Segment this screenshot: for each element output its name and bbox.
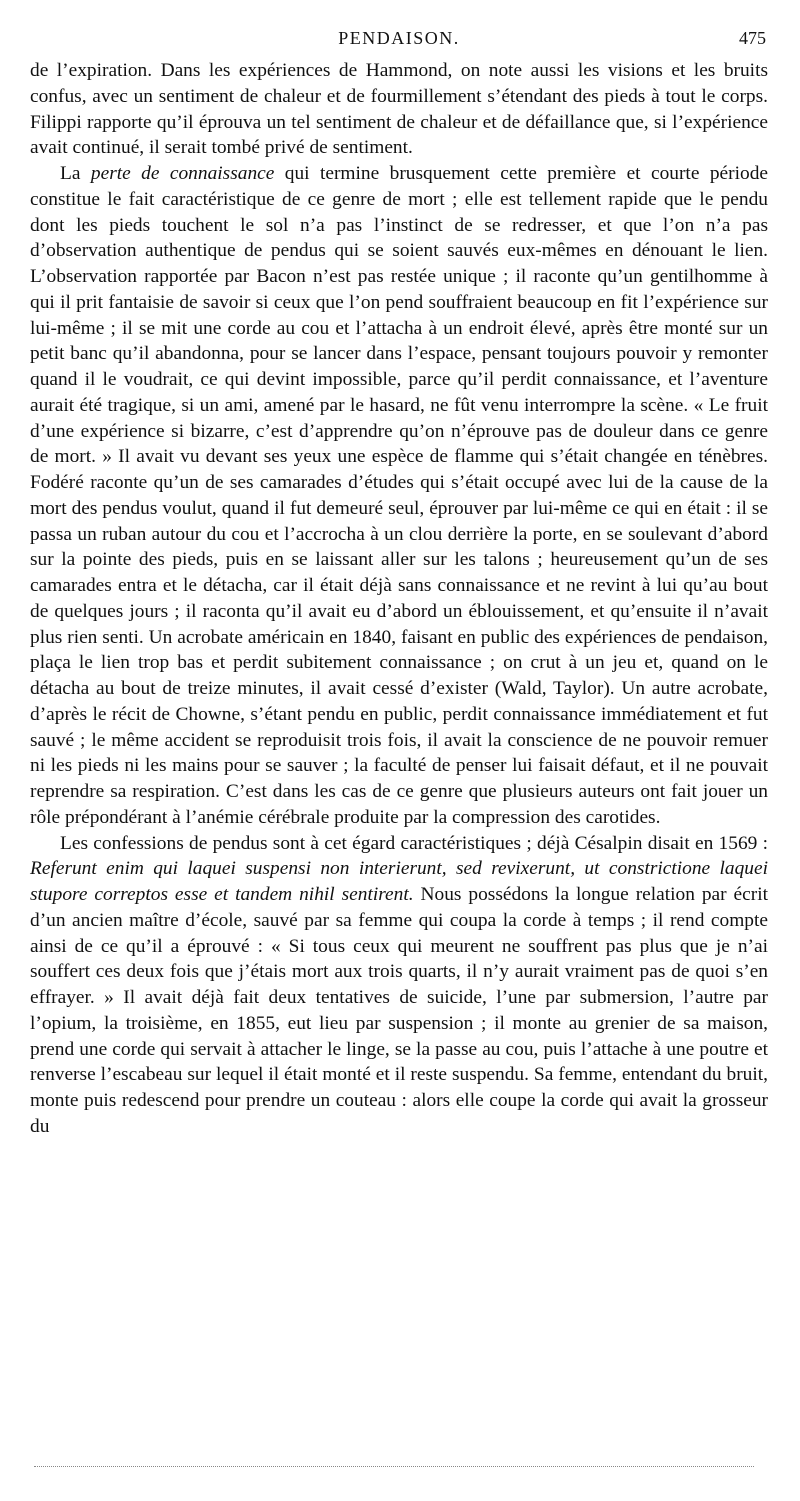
paragraph-2-text-a: La: [60, 163, 91, 184]
paragraph-3-text-b: Nous possédons la longue relation par écrit d’un ancien maître d’école, sauvé par sa femme qui coupa la corde à temps ; il rend compte ainsi de ce qu’il a éprouvé : « Si tous ceux qui meurent ne souffrent pas plus que je n’ai souffert ces deux fois que j’étais mort aux trois quarts, il n’y aurait vraiment pas de quoi s’en effrayer. » Il avait déjà fait deux tentatives de suicide, l’une par submersion, l’autre par l’opium, la troisième, en 1855, eut lieu par suspension ; il monte au grenier de sa maison, prend une corde qui servait à attacher le linge, se la passe au cou, puis l’attache à une poutre et renverse l’escabeau sur lequel il était monté et il reste suspendu. Sa femme, entendant du bruit, monte puis redescend pour prendre un couteau : alors elle coupe la corde qui avait la grosseur du: [30, 884, 768, 1137]
running-title: PENDAISON.: [338, 28, 460, 48]
paragraph-1-text: de l’expiration. Dans les expériences de Hammond, on note aussi les visions et les bruits confus, avec un sentiment de chaleur et de fourmillement s’étendant des pieds à tout le corps. Filippi rapporte qu’il éprouva un tel sentiment de chaleur et de défaillance que, si l’expérience avait continué, il serait tombé privé de sentiment.: [30, 60, 768, 159]
paragraph-2-italic: perte de connaissance: [90, 163, 275, 184]
running-head: [30, 0, 768, 48]
footer-dotted-rule: [34, 1466, 754, 1467]
page-number: 475: [739, 28, 766, 48]
paragraph-3-latin-quote: Referunt enim qui laquei suspensi non interierunt, sed revixerunt, ut constrictione laquei stupore correptos esse et tandem nihil sentirent.: [30, 858, 768, 905]
body-text: [30, 58, 768, 1140]
paragraph-3-text-a: Les confessions de pendus sont à cet égard caractéristiques ; déjà Césalpin disait en 1569 :: [60, 832, 768, 854]
paragraph-2: [30, 161, 768, 831]
paragraph-3: [30, 831, 768, 1140]
paragraph-2-text-b: qui termine brusquement cette première et courte période constitue le fait caractéristique de ce genre de mort ; elle est tellement rapide que le pendu dont les pieds touchent le sol n’a pas l’instinct de se redresser, et que l’on n’a pas d’observation authentique de pendus qui se soient sauvés eux-mêmes en dénouant le lien. L’observation rapportée par Bacon n’est pas restée unique ; il raconte qu’un gentilhomme à qui il prit fantaisie de savoir si ceux que l’on pend souffraient beaucoup en fit l’expérience sur lui-même ; il se mit une corde au cou et l’attacha à un endroit élevé, après être monté sur un petit banc qu’il abandonna, pour se lancer dans l’espace, pensant toujours pouvoir y remonter quand il le voudrait, ce qui devint impossible, parce qu’il perdit connaissance, et l’aventure aurait été tragique, si un ami, amené par le hasard, ne fût venu interrompre la scène. « Le fruit d’une expérience si bizarre, c’est d’apprendre qu’on n’éprouve pas de douleur dans ce genre de mort. » Il avait vu devant ses yeux une espèce de flamme qui s’était changée en ténèbres. Fodéré raconte qu’un de ses camarades d’études qui s’était occupé avec lui de la cause de la mort des pendus voulut, quand il fut demeuré seul, éprouver par lui-même ce qui en était : il se passa un ruban autour du cou et l’accrocha à un clou derrière la porte, en se soulevant d’abord sur la pointe des pieds, puis en se laissant aller sur les talons ; heureusement qu’un de ses camarades entra et le détacha, car il était déjà sans connaissance et ne revint à lui qu’au bout de quelques jours ; il raconta qu’il avait eu d’abord un éblouissement, et qu’ensuite il n’avait plus rien senti. Un acrobate américain en 1840, faisant en public des expériences de pendaison, plaça le lien trop bas et perdit subitement connaissance ; on crut à un jeu et, quand on le détacha au bout de treize minutes, il avait cessé d’exister (Wald, Taylor). Un autre acrobate, d’après le récit de Chowne, s’étant pendu en public, perdit connaissance immédiatement et fut sauvé ; le même accident se reproduisit trois fois, il avait la conscience de ne pouvoir remuer ni les pieds ni les mains pour se sauver ; la faculté de penser lui faisait défaut, et il ne pouvait reprendre sa respiration. C’est dans les cas de ce genre que plusieurs auteurs ont fait jouer un rôle prépondérant à l’anémie cérébrale produite par la compression des carotides.: [30, 163, 768, 828]
paragraph-1: [30, 58, 768, 161]
book-page: [30, 0, 768, 1501]
